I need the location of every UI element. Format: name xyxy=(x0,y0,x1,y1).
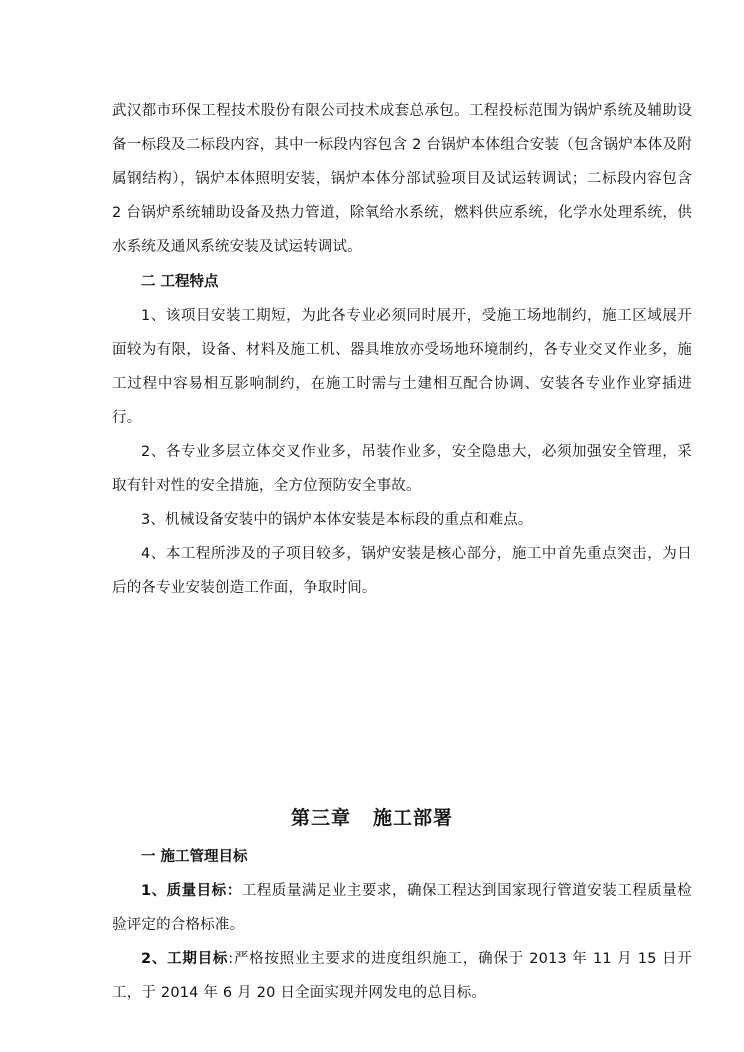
feature-point-3: 3、机械设备安装中的锅炉本体安装是本标段的重点和难点。 xyxy=(141,512,533,528)
schedule-goal-paragraph xyxy=(112,942,692,1010)
section-heading-management-goals: 一 施工管理目标 xyxy=(141,849,248,865)
section-heading-project-features: 二 工程特点 xyxy=(141,274,219,290)
chapter-title xyxy=(0,801,744,835)
intro-paragraph: 武汉都市环保工程技术股份有限公司技术成套总承包。工程投标范围为锅炉系统及辅助设备一标段及二标段内容，其中一标段内容包含 2 台锅炉本体组合安装（包含锅炉本体及附属钢结构），锅炉本体照明安装，锅炉本体分部试验项目及试运转调试；二标段内容包含 2 台锅炉系统辅助设备及热力管道，除氧给水系统，燃料供应系统，化学水处理系统，供水系统及通风系统安装及试运转调试。 xyxy=(112,103,692,255)
feature-point-2: 2、各专业多层立体交叉作业多，吊装作业多，安全隐患大，必须加强安全管理，采取有针对性的安全措施，全方位预防安全事故。 xyxy=(112,444,692,494)
chapter-name: 施工部署 xyxy=(373,807,454,829)
schedule-goal-text: :严格按照业主要求的进度组织施工，确保于 2013 年 11 月 15 日开工，于 2014 年 6 月 20 日全面实现并网发电的总目标。 xyxy=(112,951,692,1001)
chapter-number: 第三章 xyxy=(290,807,351,829)
feature-point-4: 4、本工程所涉及的子项目较多，锅炉安装是核心部分，施工中首先重点突击，为日后的各专业安装创造工作面，争取时间。 xyxy=(112,546,692,596)
quality-goal-label: 1、质量目标： xyxy=(141,883,242,899)
quality-goal-paragraph xyxy=(112,874,692,942)
feature-point-1: 1、该项目安装工期短，为此各专业必须同时展开，受施工场地制约，施工区域展开面较为有限，设备、材料及施工机、器具堆放亦受场地环境制约，各专业交叉作业多，施工过程中容易相互影响制约，在施工时需与土建相互配合协调、安装各专业作业穿插进行。 xyxy=(112,308,692,426)
quality-goal-text: 工程质量满足业主要求，确保工程达到国家现行管道安装工程质量检验评定的合格标准。 xyxy=(112,883,692,933)
schedule-goal-label: 2、工期目标 xyxy=(141,951,229,967)
